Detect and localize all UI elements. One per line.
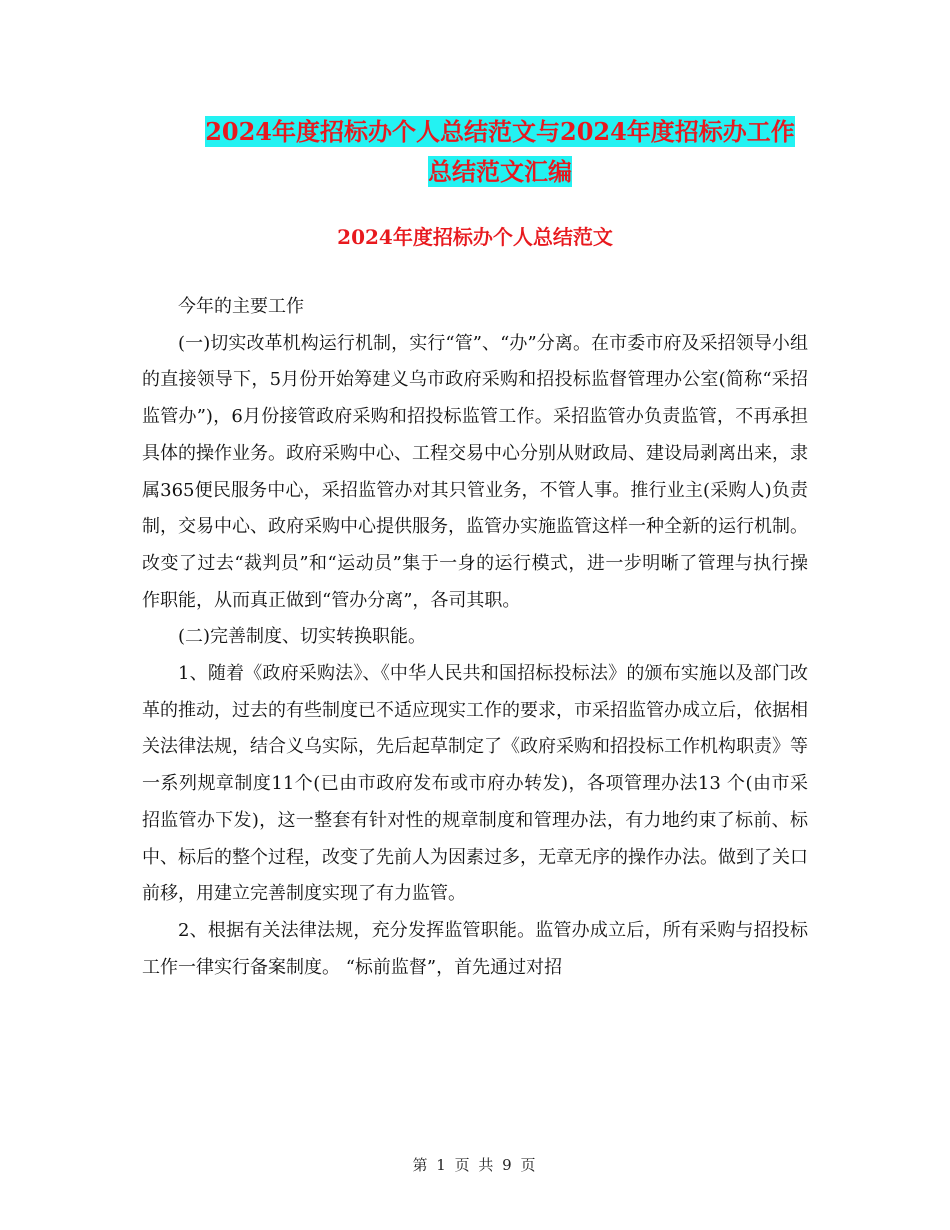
document-title [130, 112, 870, 192]
paragraph-2: (二)完善制度、切实转换职能。 [178, 626, 427, 648]
page-footer: 第 1 页 共 9 页 [412, 1156, 538, 1174]
paragraph-3: 1、随着《政府采购法》、《中华人民共和国招标投标法》的颁布实施以及部门改革的推动，过去的有些制度已不适应现实工作的要求，市采招监管办成立后，依据相关法律法规，结合义乌实际，先后起草制定了《政府采购和招投标工作机构职责》等一系列规章制度11个(已由市政府发布或市府办转发)，各项管理办法13 个(由市采招监管办下发)，这一整套有针对性的规章制度和管理办法，有力地约束了标前、标中、标后的整个过程，改变了先前人为因素过多，无章无序的操作办法。做到了关口前移，用建立完善制度实现了有力监管。 [142, 663, 808, 905]
document-body [142, 289, 808, 986]
section-title: 2024年度招标办个人总结范文 [337, 225, 613, 249]
paragraph-heading: 今年的主要工作 [178, 296, 304, 317]
document-title-line-2: 总结范文汇编 [428, 157, 572, 186]
paragraph-4: 2、根据有关法律法规，充分发挥监管职能。监管办成立后，所有采购与招投标工作一律实行备案制度。 “标前监督”，首先通过对招 [142, 919, 808, 978]
document-title-line-1: 2024年度招标办个人总结范文与2024年度招标办工作 [205, 117, 795, 146]
paragraph-1: (一)切实改革机构运行机制，实行“管”、“办”分离。在市委市府及采招领导小组的直接领导下，5月份开始筹建义乌市政府采购和招投标监督管理办公室(简称“采招监管办”)，6月份接管政府采购和招投标监管工作。采招监管办负责监管，不再承担具体的操作业务。政府采购中心、工程交易中心分别从财政局、建设局剥离出来，隶属365便民服务中心，采招监管办对其只管业务，不管人事。推行业主(采购人)负责制，交易中心、政府采购中心提供服务，监管办实施监管这样一种全新的运行机制。改变了过去“裁判员”和“运动员”集于一身的运行模式，进一步明晰了管理与执行操作职能，从而真正做到“管办分离”，各司其职。 [142, 332, 808, 611]
